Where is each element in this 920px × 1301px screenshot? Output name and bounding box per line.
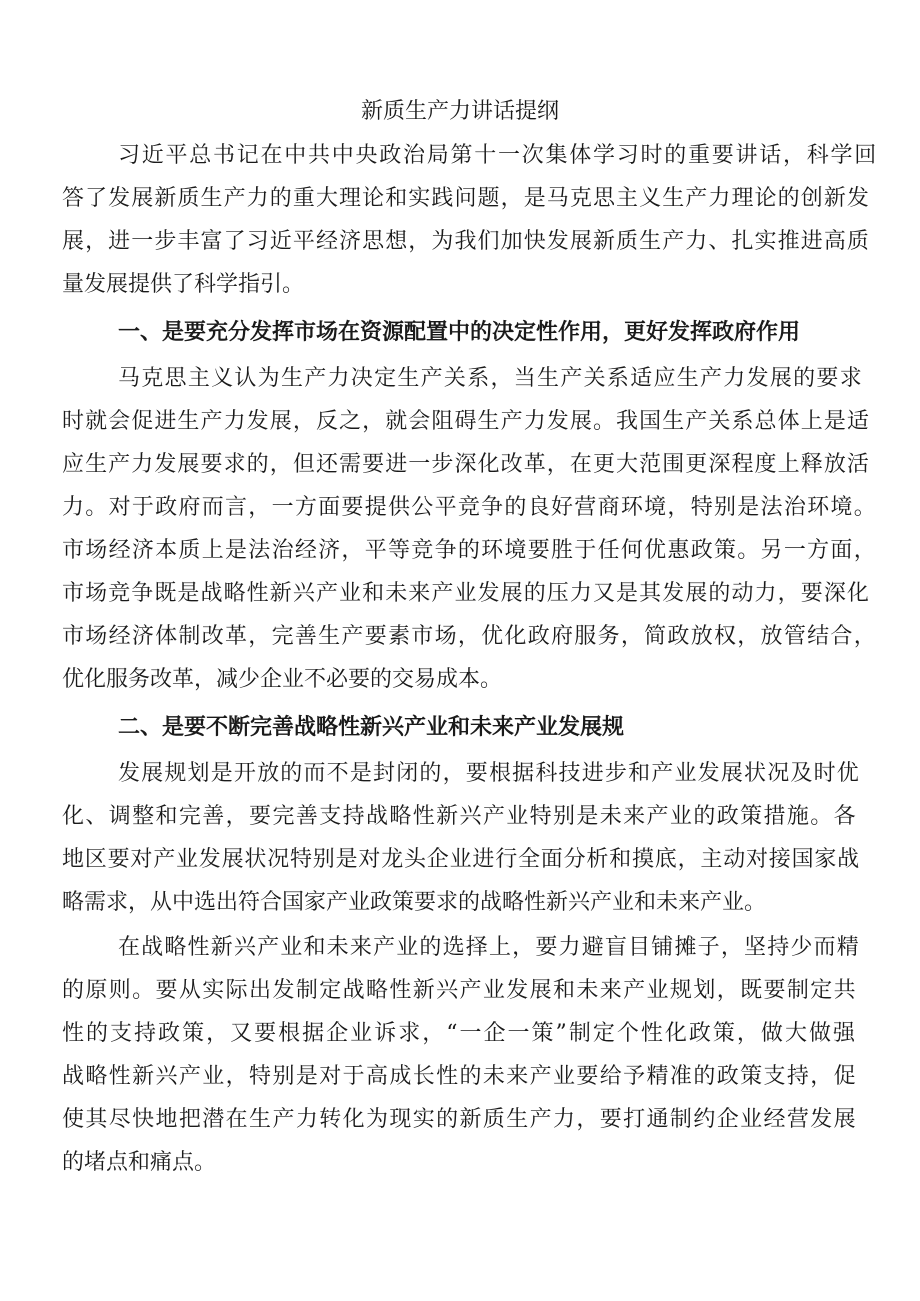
intro-line-4: 量发展提供了科学指引。 [62,272,305,297]
intro-line-2: 答了发展新质生产力的重大理论和实践问题，是马克思主义生产力理论的创新发 [62,186,870,211]
section-1-p1-line-4: 力。对于政府而言，一方面要提供公平竞争的良好营商环境，特别是法治环境。 [62,495,877,520]
document-title: 新质生产力讲话提纲 [360,99,559,124]
section-2-p2-line-4: 战略性新兴产业，特别是对于高成长性的未来产业要给予精准的政策支持，促 [62,1064,857,1089]
intro-line-1: 习近平总书记在中共中央政治局第十一次集体学习时的重要讲话，科学回 [118,143,878,168]
section-2-p2-line-6: 的堵点和痛点。 [62,1150,217,1175]
section-2-p1-line-2: 化、调整和完善，要完善支持战略性新兴产业特别是未来产业的政策措施。各 [62,804,857,829]
intro-line-3: 展，进一步丰富了习近平经济思想，为我们加快发展新质生产力、扎实推进高质 [62,229,870,254]
section-1-p1-line-8: 优化服务改革，减少企业不必要的交易成本。 [62,667,503,692]
section-2-p1-line-3: 地区要对产业发展状况特别是对龙头企业进行全面分析和摸底，主动对接国家战 [62,847,860,872]
section-2-p2-line-2: 的原则。要从实际出发制定战略性新兴产业发展和未来产业规划，既要制定共 [62,978,857,1003]
section-1-p1-line-5: 市场经济本质上是法治经济，平等竞争的环境要胜于任何优惠政策。另一方面， [62,538,877,563]
section-1-p1-line-7: 市场经济体制改革，完善生产要素市场，优化政府服务，简政放权，放管结合， [62,624,877,649]
section-1-heading: 一、是要充分发挥市场在资源配置中的决定性作用，更好发挥政府作用 [118,320,801,345]
section-2-p2-line-3: 性的支持政策，又要根据企业诉求，“一企一策”制定个性化政策，做大做强 [62,1021,857,1046]
section-2-p2-line-5: 使其尽快地把潜在生产力转化为现实的新质生产力，要打通制约企业经营发展 [62,1107,857,1132]
section-2-p1-line-4: 略需求，从中选出符合国家产业政策要求的战略性新兴产业和未来产业。 [62,890,767,915]
section-2-p1-line-1: 发展规划是开放的而不是封闭的，要根据科技进步和产业发展状况及时优 [118,761,860,786]
section-1-p1-line-2: 时就会促进生产力发展，反之，就会阻碍生产力发展。我国生产关系总体上是适 [62,409,870,434]
section-1-p1-line-6: 市场竞争既是战略性新兴产业和未来产业发展的压力又是其发展的动力，要深化 [62,581,870,606]
section-2-p2-line-1: 在战略性新兴产业和未来产业的选择上，要力避盲目铺摊子，坚持少而精 [118,935,860,960]
section-1-p1-line-3: 应生产力发展要求的，但还需要进一步深化改革，在更大范围更深程度上释放活 [62,452,870,477]
section-1-p1-line-1: 马克思主义认为生产力决定生产关系，当生产关系适应生产力发展的要求 [118,366,863,391]
section-2-heading: 二、是要不断完善战略性新兴产业和未来产业发展规 [118,715,625,740]
